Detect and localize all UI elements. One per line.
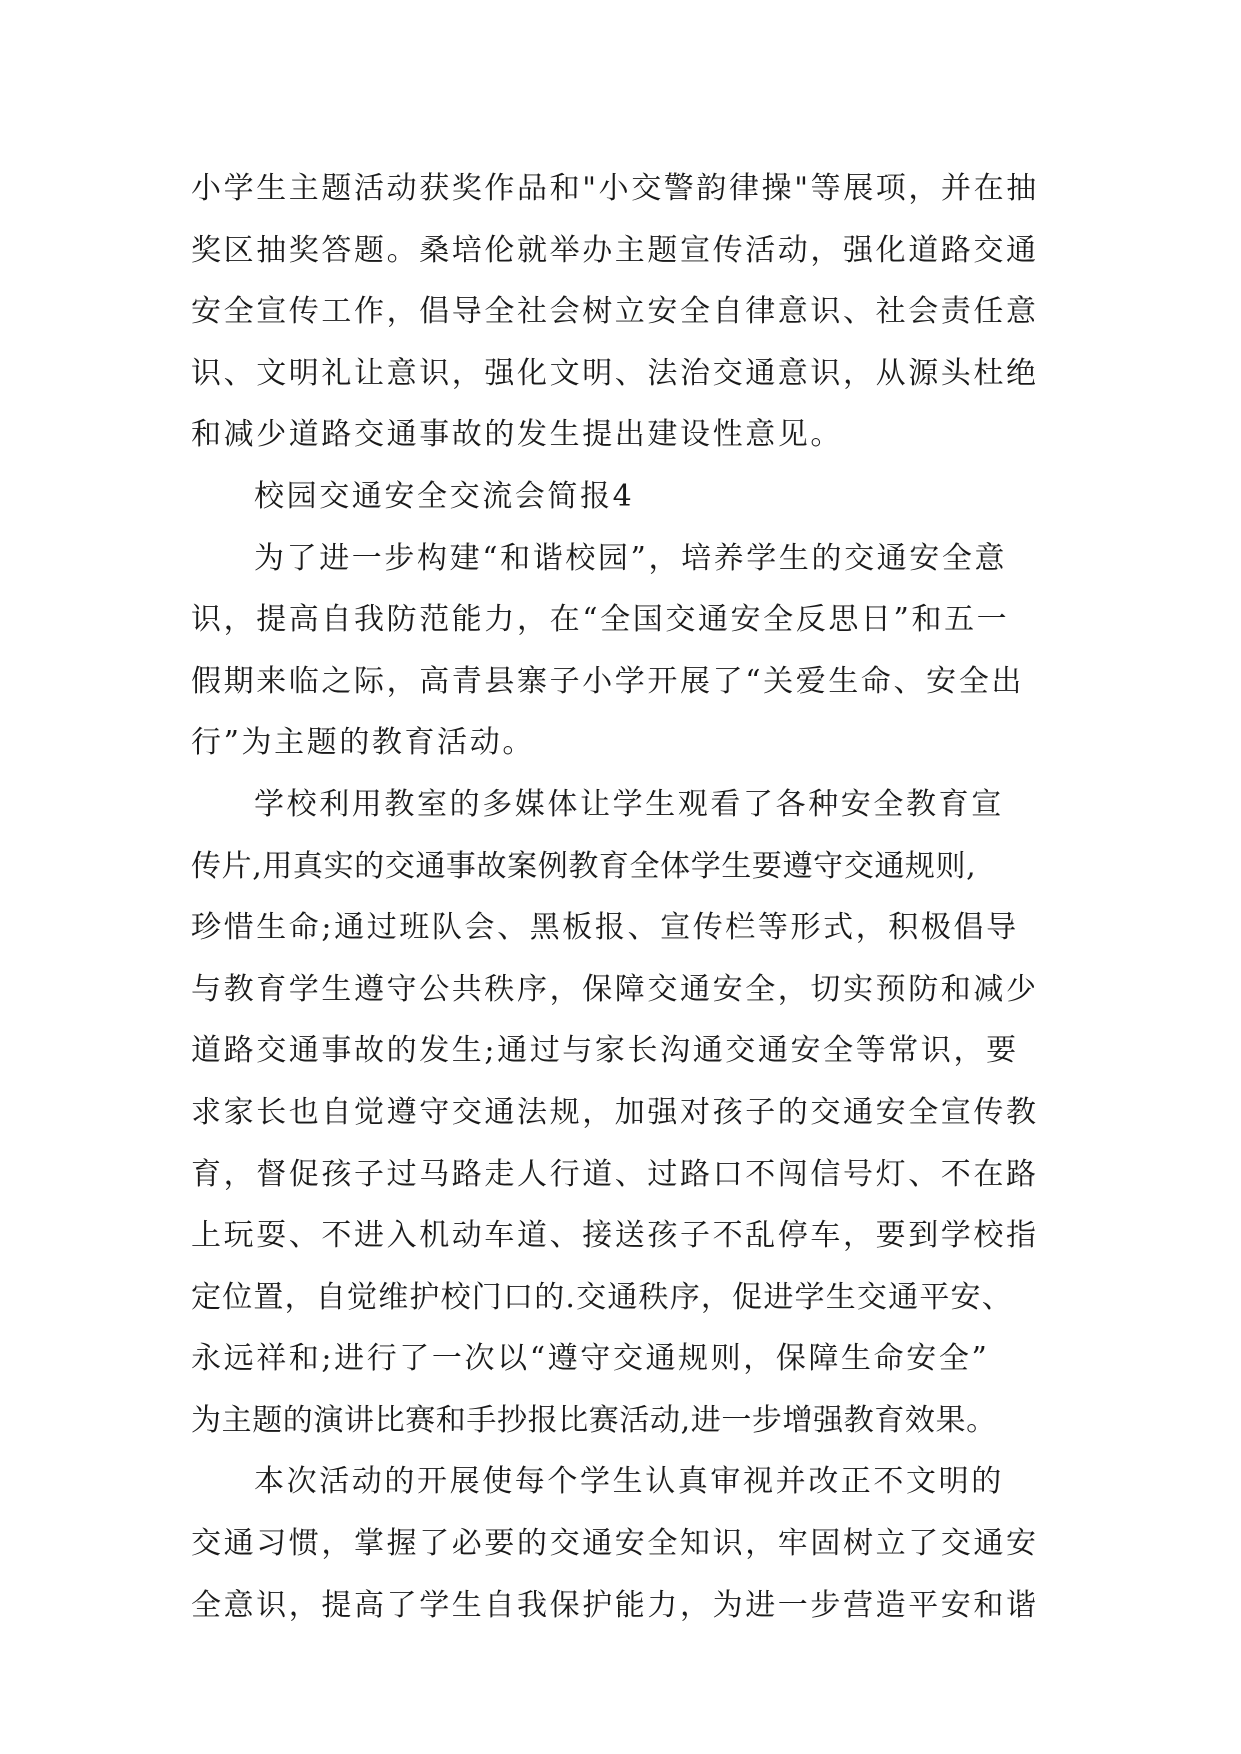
text-line: 全意识，提高了学生自我保护能力，为进一步营造平安和谐 — [191, 1587, 1039, 1623]
text-line: 求家长也自觉遵守交通法规，加强对孩子的交通安全宣传教 — [191, 1094, 1039, 1130]
text-line: 与教育学生遵守公共秩序，保障交通安全，切实预防和减少 — [191, 971, 1039, 1007]
text-line: 和减少道路交通事故的发生提出建设性意见。 — [191, 417, 843, 453]
text-line: 本次活动的开展使每个学生认真审视并改正不文明的 — [254, 1464, 1004, 1500]
text-line: 交通习惯，掌握了必要的交通安全知识，牢固树立了交通安 — [191, 1526, 1039, 1562]
section-heading: 校园交通安全交流会简报4 — [254, 478, 635, 514]
text-line: 识，提高自我防范能力，在“全国交通安全反思日”和五一 — [191, 602, 1010, 638]
document-body — [191, 158, 1051, 1636]
text-line: 育，督促孩子过马路走人行道、过路口不闯信号灯、不在路 — [191, 1156, 1039, 1192]
text-line: 奖区抽奖答题。桑培伦就举办主题宣传活动，强化道路交通 — [191, 232, 1039, 268]
text-line: 小学生主题活动获奖作品和"小交警韵律操"等展项，并在抽 — [191, 171, 1039, 206]
text-line: 为了进一步构建“和谐校园”，培养学生的交通安全意 — [254, 540, 1008, 576]
text-line: 永远祥和;进行了一次以“遵守交通规则，保障生命安全” — [191, 1341, 990, 1377]
text-line: 识、文明礼让意识，强化文明、法治交通意识，从源头杜绝 — [191, 355, 1039, 391]
text-line: 安全宣传工作，倡导全社会树立安全自律意识、社会责任意 — [191, 294, 1039, 330]
text-line: 学校利用教室的多媒体让学生观看了各种安全教育宣 — [254, 786, 1004, 822]
text-line: 定位置，自觉维护校门口的.交通秩序，促进学生交通平安、 — [191, 1279, 1013, 1315]
text-line: 上玩耍、不进入机动车道、接送孩子不乱停车，要到学校指 — [191, 1218, 1039, 1254]
text-line: 为主题的演讲比赛和手抄报比赛活动,进一步增强教育效果。 — [191, 1402, 997, 1438]
text-line: 假期来临之际，高青县寨子小学开展了“关爱生命、安全出 — [191, 663, 1024, 699]
text-line: 珍惜生命;通过班队会、黑板报、宣传栏等形式，积极倡导 — [191, 910, 1019, 946]
text-line: 传片,用真实的交通事故案例教育全体学生要遵守交通规则, — [191, 848, 977, 884]
text-line: 行”为主题的教育活动。 — [191, 725, 535, 761]
text-line: 道路交通事故的发生;通过与家长沟通交通安全等常识，要 — [191, 1033, 1019, 1069]
